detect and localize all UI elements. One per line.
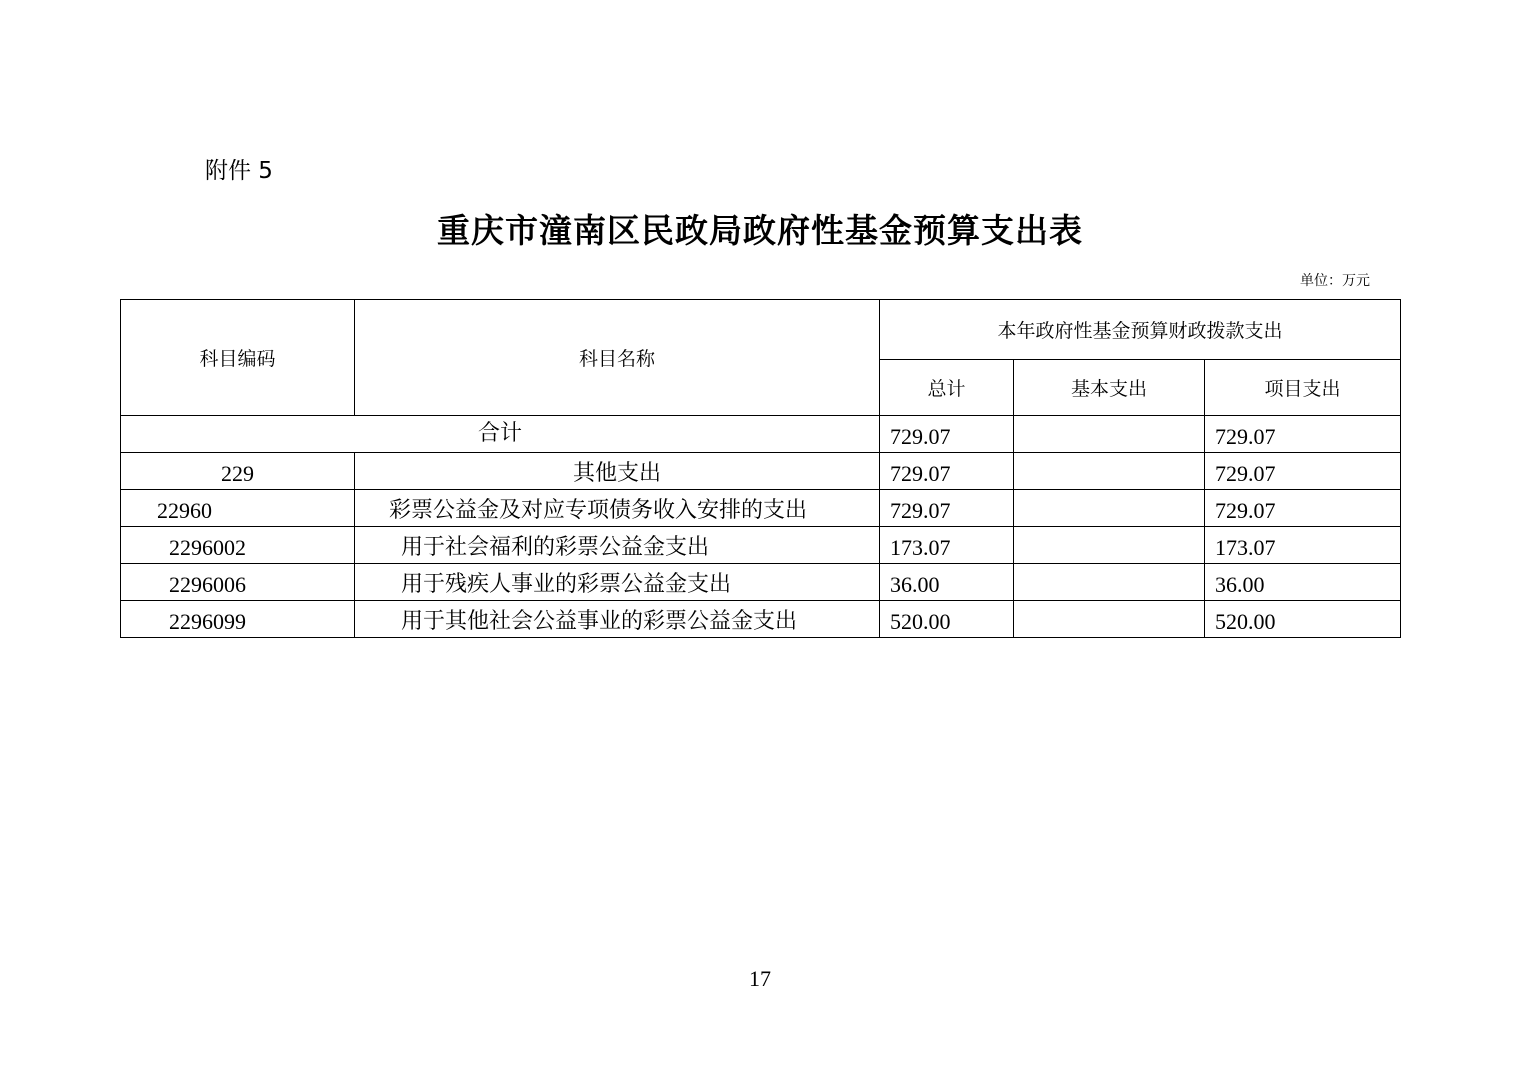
row-basic xyxy=(1014,453,1205,490)
table-row xyxy=(121,601,1401,638)
row-basic xyxy=(1014,601,1205,638)
attachment-label: 附件 5 xyxy=(205,158,273,184)
row-total: 729.07 xyxy=(880,453,1014,490)
row-project: 173.07 xyxy=(1205,527,1401,564)
header-name: 科目名称 xyxy=(355,300,880,416)
row-project: 729.07 xyxy=(1205,453,1401,490)
row-basic xyxy=(1014,564,1205,601)
row-name: 彩票公益金及对应专项债务收入安排的支出 xyxy=(355,490,880,527)
row-code: 2296002 xyxy=(121,527,355,564)
row-total: 520.00 xyxy=(880,601,1014,638)
row-code: 2296099 xyxy=(121,601,355,638)
row-name: 用于社会福利的彩票公益金支出 xyxy=(355,527,880,564)
row-total: 729.07 xyxy=(880,490,1014,527)
header-total: 总计 xyxy=(880,360,1014,416)
row-total: 173.07 xyxy=(880,527,1014,564)
row-basic xyxy=(1014,527,1205,564)
header-project: 项目支出 xyxy=(1205,360,1401,416)
total-row xyxy=(121,416,1401,453)
total-basic xyxy=(1014,416,1205,453)
row-name: 其他支出 xyxy=(355,453,880,490)
header-code: 科目编码 xyxy=(121,300,355,416)
row-project: 729.07 xyxy=(1205,490,1401,527)
total-project: 729.07 xyxy=(1205,416,1401,453)
header-basic: 基本支出 xyxy=(1014,360,1205,416)
row-code: 229 xyxy=(121,453,355,490)
table-row xyxy=(121,564,1401,601)
page-title: 重庆市潼南区民政局政府性基金预算支出表 xyxy=(437,211,1083,250)
total-label: 合计 xyxy=(121,416,880,453)
unit-label: 单位：万元 xyxy=(1300,273,1370,289)
budget-table xyxy=(120,299,1401,638)
row-project: 520.00 xyxy=(1205,601,1401,638)
total-total: 729.07 xyxy=(880,416,1014,453)
row-name: 用于残疾人事业的彩票公益金支出 xyxy=(355,564,880,601)
header-row-1 xyxy=(121,300,1401,360)
table-row xyxy=(121,527,1401,564)
row-project: 36.00 xyxy=(1205,564,1401,601)
row-code: 22960 xyxy=(121,490,355,527)
row-code: 2296006 xyxy=(121,564,355,601)
page-number: 17 xyxy=(749,966,771,991)
row-total: 36.00 xyxy=(880,564,1014,601)
header-group: 本年政府性基金预算财政拨款支出 xyxy=(880,300,1401,360)
table-row xyxy=(121,453,1401,490)
table-row xyxy=(121,490,1401,527)
row-name: 用于其他社会公益事业的彩票公益金支出 xyxy=(355,601,880,638)
row-basic xyxy=(1014,490,1205,527)
